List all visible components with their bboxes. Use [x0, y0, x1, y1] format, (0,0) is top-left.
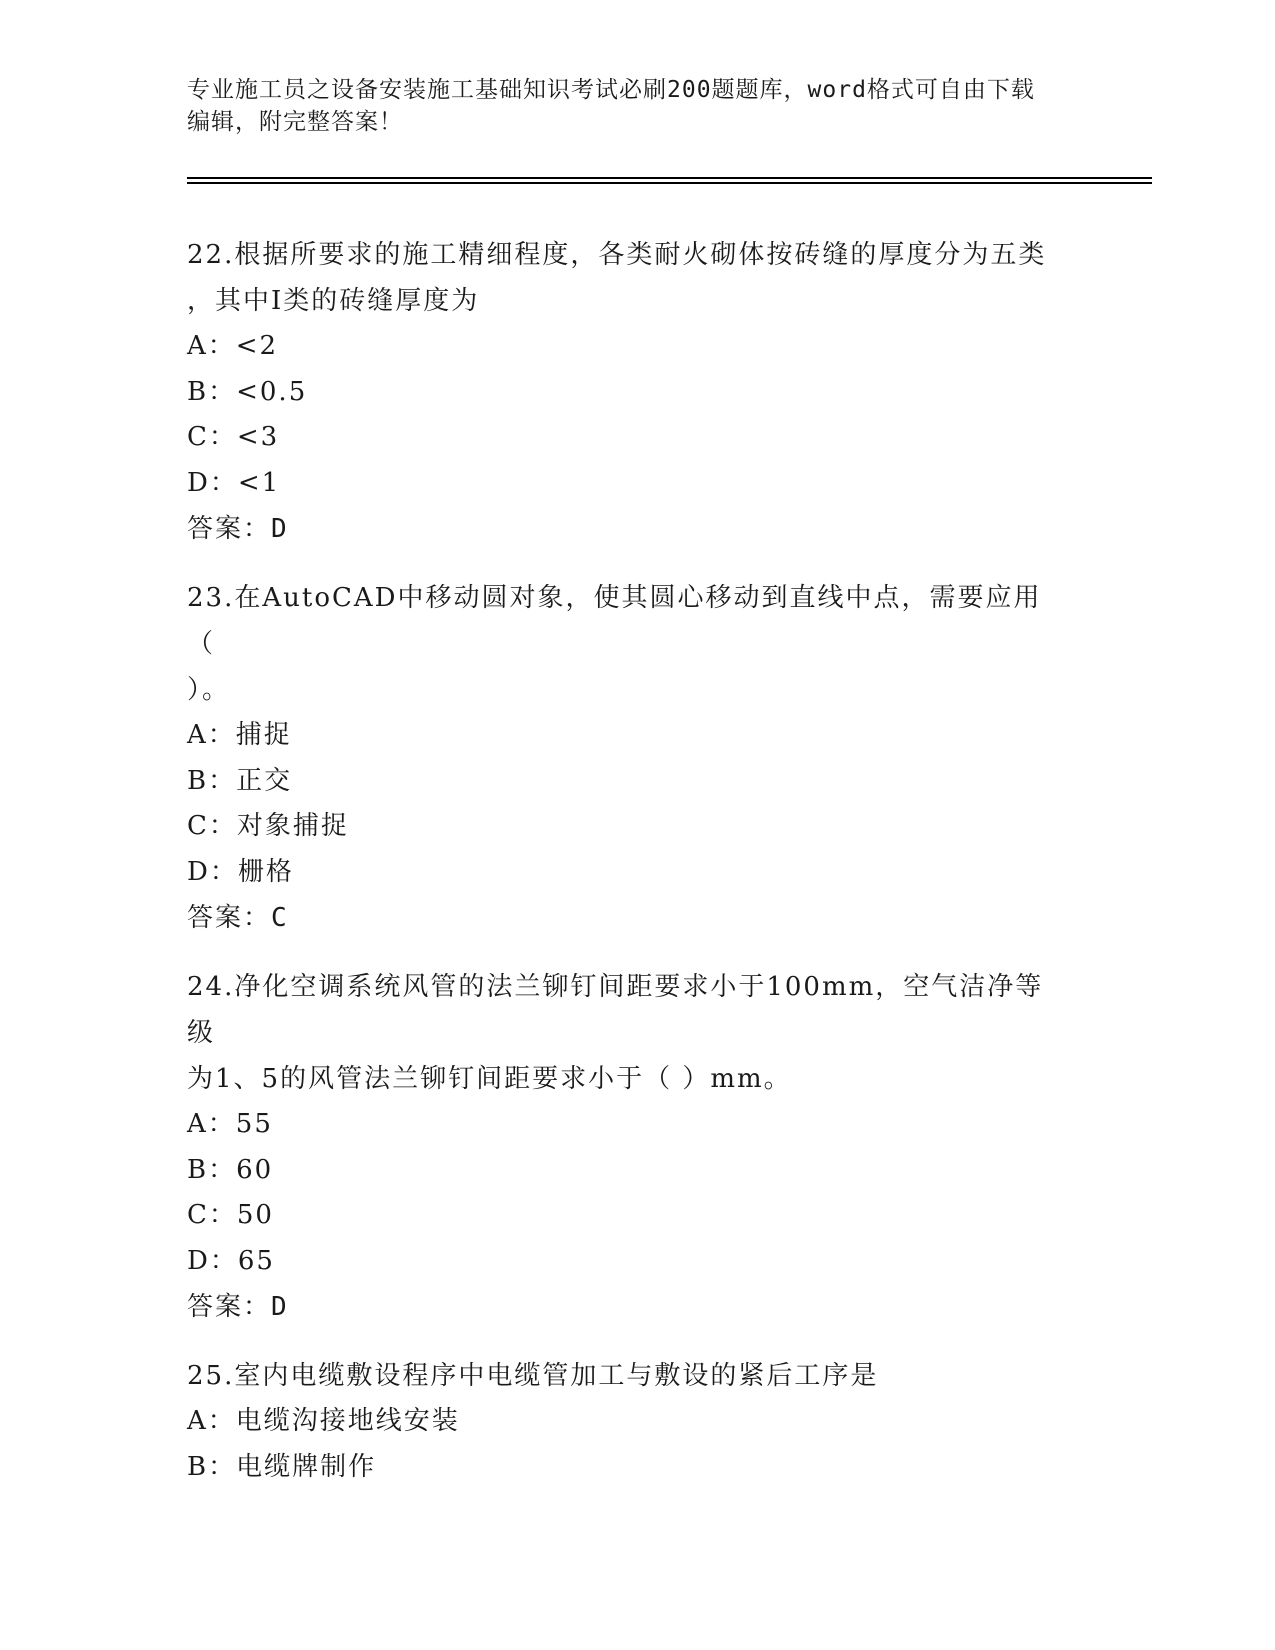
- option-a: A：捕捉: [187, 720, 292, 750]
- option-b: B：<0.5: [187, 376, 308, 407]
- option-c: C：对象捕捉: [187, 811, 349, 841]
- option-d: D：<1: [187, 467, 281, 498]
- question-25: [187, 1353, 1067, 1490]
- option-c: C：50: [187, 1200, 274, 1230]
- header-divider-top: [187, 177, 1152, 179]
- option-d: D：栅格: [187, 856, 294, 887]
- option-a: A：55: [187, 1109, 273, 1139]
- answer: 答案：D: [187, 1292, 289, 1322]
- question-text-line: 25.室内电缆敷设程序中电缆管加工与敷设的紧后工序是: [187, 1361, 879, 1391]
- question-text: [187, 964, 1067, 1102]
- question-text-line: 22.根据所要求的施工精细程度，各类耐火砌体按砖缝的厚度分为五类: [187, 240, 1047, 270]
- question-text-line: 24.净化空调系统风管的法兰铆钉间距要求小于100mm，空气洁净等级: [187, 972, 1044, 1048]
- header-line-1: 专业施工员之设备安装施工基础知识考试必刷200题题库，word格式可自由下载: [187, 77, 1035, 103]
- option-c: C：<3: [187, 422, 280, 452]
- option-b: B：电缆牌制作: [187, 1451, 377, 1482]
- option-d: D：65: [187, 1245, 275, 1276]
- question-24: [187, 964, 1067, 1330]
- question-text-line: ，其中Ⅰ类的砖缝厚度为: [187, 286, 480, 316]
- document-header: [187, 74, 1067, 138]
- question-22: [187, 232, 1067, 552]
- question-text-line: 23.在AutoCAD中移动圆对象，使其圆心移动到直线中点，需要应用（: [187, 583, 1042, 659]
- question-text: [187, 1353, 1067, 1399]
- answer: 答案：D: [187, 514, 289, 544]
- answer: 答案：C: [187, 903, 289, 933]
- question-23: [187, 575, 1067, 941]
- header-line-2: 编辑，附完整答案！: [187, 109, 403, 135]
- question-list: [187, 232, 1067, 1513]
- header-divider-bottom: [187, 182, 1152, 184]
- question-text-line: 为1、5的风管法兰铆钉间距要求小于（ ）mm。: [187, 1064, 792, 1094]
- question-text-line: ）。: [187, 675, 231, 705]
- option-b: B：60: [187, 1154, 274, 1185]
- question-text: [187, 232, 1067, 324]
- option-a: A：电缆沟接地线安装: [187, 1406, 460, 1436]
- option-b: B：正交: [187, 765, 293, 796]
- option-a: A：<2: [187, 331, 279, 361]
- question-text: [187, 575, 1067, 713]
